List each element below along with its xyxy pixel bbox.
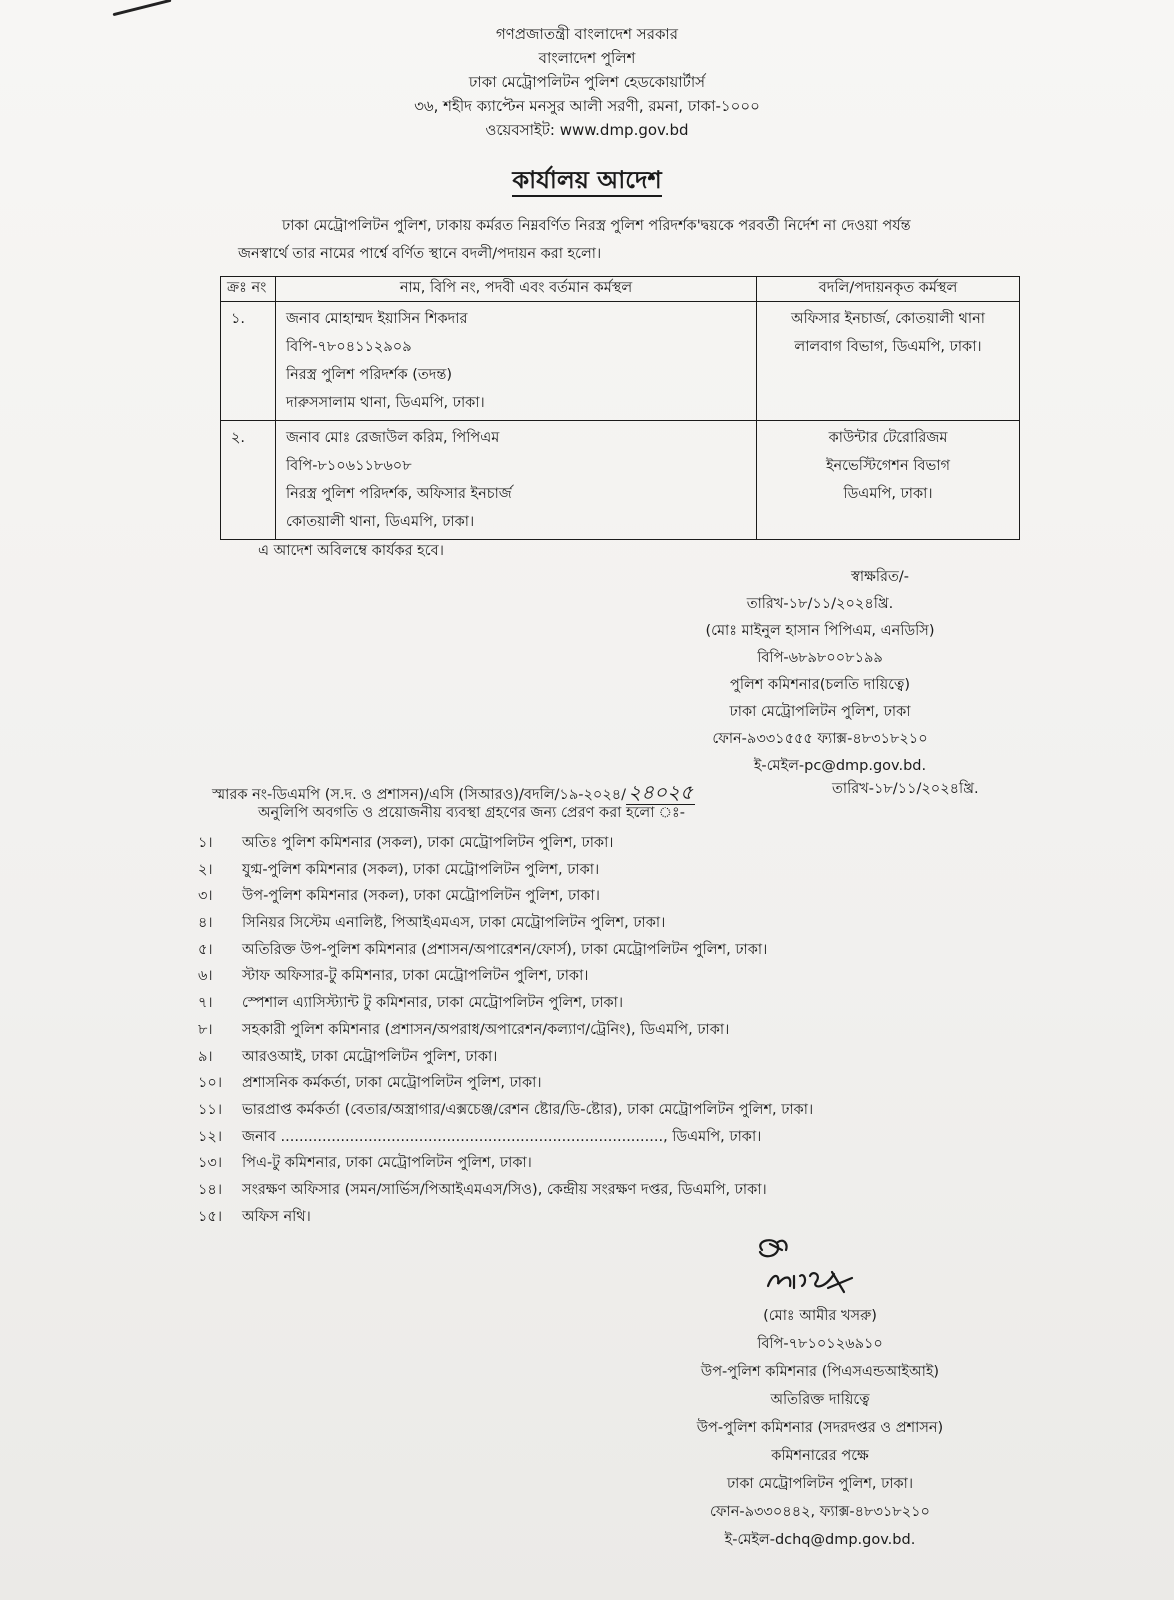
list-item [198,1097,813,1124]
list-item [198,1177,813,1204]
list-item-text: স্টাফ অফিসার-টু কমিশনার, ঢাকা মেট্রোপলিটন পুলিশ, ঢাকা। [242,968,589,985]
list-item-text: ভারপ্রাপ্ত কর্মকর্তা (বেতার/অস্ত্রাগার/এক্সচেঞ্জ/রেশন ষ্টোর/ডি-ষ্টোর), ঢাকা মেট্রোপলিটন পুলিশ, ঢাকা। [242,1101,814,1118]
list-item-text: সিনিয়র সিস্টেম এনালিষ্ট, পিআইএমএস, ঢাকা মেট্রোপলিটন পুলিশ, ঢাকা। [242,915,666,932]
list-item-number: ১২। [198,1128,223,1145]
list-item-number: ৭। [198,995,213,1012]
list-item-number: ১৫। [198,1208,223,1225]
officer-current-posting: কোতয়ালী থানা, ডিএমপি, ঢাকা। [286,514,475,530]
intro-paragraph [240,212,1020,268]
effective-statement: এ আদেশ অবিলম্বে কার্যকর হবে। [258,543,444,559]
list-item-number: ৬। [198,968,213,985]
list-item [198,1017,813,1044]
list-item [198,1150,813,1177]
signatory-title: উপ-পুলিশ কমিশনার (সদরদপ্তর ও প্রশাসন) [696,1420,944,1436]
list-item-text: অফিস নথি। [242,1208,311,1225]
signatory-title: পুলিশ কমিশনার(চলতি দায়িত্বে) [730,677,910,693]
list-item-text: পিএ-টু কমিশনার, ঢাকা মেট্রোপলিটন পুলিশ, ঢাকা। [242,1155,532,1172]
list-item-text: সংরক্ষণ অফিসার (সমন/সার্ভিস/পিআইএমএস/সিও), কেন্দ্রীয় সংরক্ষণ দপ্তর, ডিএমপি, ঢাকা। [242,1181,767,1198]
transfer-table [220,276,1020,540]
letterhead-dmp-hq: ঢাকা মেট্রোপলিটন পুলিশ হেডকোয়ার্টার্স [468,73,706,91]
list-item [198,963,813,990]
deputy-commissioner-signature-block [540,1302,1100,1554]
list-item-number: ১৪। [198,1181,223,1198]
signatory-org: ঢাকা মেট্রোপলিটন পুলিশ, ঢাকা [729,704,911,720]
officer-designation: নিরস্ত্র পুলিশ পরিদর্শক (তদন্ত) [286,367,453,383]
list-item-number: ২। [198,861,213,878]
officer-name: জনাব মোহাম্মদ ইয়াসিন শিকদার [286,311,468,327]
list-item-text: জনাব ..................................................................................., ডিএমপি, ঢাকা। [242,1128,762,1145]
header-new-posting: বদলি/পদায়নকৃত কর্মস্থল [757,277,1020,302]
signatory-on-behalf: কমিশনারের পক্ষে [771,1448,869,1464]
signatory-phone: ফোন-৯৩৩১৫৫৫ ফ্যাক্স-৪৮৩১৮২১০ [712,731,928,747]
list-item-text: সহকারী পুলিশ কমিশনার (প্রশাসন/অপরাধ/অপারেশন/কল্যাণ/ট্রেনিং), ডিএমপি, ঢাকা। [242,1021,730,1038]
list-item-text: অতিঃ পুলিশ কমিশনার (সকল), ঢাকা মেট্রোপলিটন পুলিশ, ঢাকা। [242,835,614,851]
list-item-number: ১৩। [198,1155,223,1172]
new-posting-line: ডিএমপি, ঢাকা। [843,486,933,502]
copy-intro: অনুলিপি অবগতি ও প্রয়োজনীয় ব্যবস্থা গ্রহণের জন্য প্রেরণ করা হলো ঃ- [258,805,685,821]
list-item-text: উপ-পুলিশ কমিশনার (সকল), ঢাকা মেট্রোপলিটন পুলিশ, ঢাকা। [242,888,600,905]
list-item-number: ৮। [198,1021,213,1038]
signatory-org: ঢাকা মেট্রোপলিটন পুলিশ, ঢাকা। [726,1476,914,1492]
list-item [198,883,813,910]
memo-number-prefix: স্মারক নং-ডিএমপি (স.দ. ও প্রশাসন)/এসি (সিআরও)/বদলি/১৯-২০২৪/ [212,787,627,803]
list-item [198,1044,813,1071]
signatory-email: ই-মেইল-dchq@dmp.gov.bd. [724,1532,916,1548]
officer-designation: নিরস্ত্র পুলিশ পরিদর্শক, অফিসার ইনচার্জ [286,486,512,502]
table-row [221,302,1020,421]
signatory-email: ই-মেইল-pc@dmp.gov.bd. [753,758,927,774]
row-new-posting [757,421,1020,540]
signatory-title: উপ-পুলিশ কমিশনার (পিএসএন্ডআইআই) [700,1364,940,1380]
officer-bp: বিপি-৮১০৬১১৮৬০৮ [286,458,412,474]
list-item-text: প্রশাসনিক কর্মকর্তা, ঢাকা মেট্রোপলিটন পুলিশ, ঢাকা। [242,1075,542,1092]
letterhead-address: ৩৬, শহীদ ক্যাপ্টেন মনসুর আলী সরণী, রমনা, ঢাকা-১০০০ [414,97,760,115]
row-details [276,421,757,540]
intro-line-2: জনস্বার্থে তার নামের পার্শ্বে বর্ণিত স্থানে বদলী/পদায়ন করা হলো। [238,246,602,262]
table-header-row [221,277,1020,302]
officer-bp: বিপি-৭৮০৪১১২৯০৯ [286,339,412,355]
document-title: কার্যালয় আদেশ [0,162,1174,202]
signed-date: তারিখ-১৮/১১/২০২৪খ্রি. [746,596,894,612]
list-item-number: ৫। [198,941,213,958]
intro-line-1: ঢাকা মেট্রোপলিটন পুলিশ, ঢাকায় কর্মরত নিম্নবর্ণিত নিরস্ত্র পুলিশ পরিদর্শক'দ্বয়কে পরবর্তী নির্দেশ না দেওয়া পর্যন্ত [282,218,911,234]
new-posting-line: ইনভেস্টিগেশন বিভাগ [825,458,951,474]
header-serial: ক্রঃ নং [221,277,276,302]
list-item [198,1070,813,1097]
list-item-number: ৩। [198,888,213,905]
list-item [198,857,813,884]
new-posting-line: কাউন্টার টেরোরিজম [828,430,948,446]
header-name-details: নাম, বিপি নং, পদবী এবং বর্তমান কর্মস্থল [276,277,757,302]
row-serial: ১. [221,302,276,421]
pen-mark [113,0,172,16]
list-item [198,1124,813,1151]
letterhead-government: গণপ্রজাতন্ত্রী বাংলাদেশ সরকার [495,25,679,43]
list-item-number: ১১। [198,1101,223,1118]
new-posting-line: লালবাগ বিভাগ, ডিএমপি, ঢাকা। [794,339,982,355]
list-item-number: ১০। [198,1075,223,1092]
new-posting-line: অফিসার ইনচার্জ, কোতয়ালী থানা [791,311,985,327]
list-item [198,910,813,937]
row-serial: ২. [221,421,276,540]
commissioner-signature-block [560,564,1080,780]
letterhead-police: বাংলাদেশ পুলিশ [538,49,636,67]
letterhead-website: ওয়েবসাইট: www.dmp.gov.bd [485,121,689,139]
list-item-number: ১। [198,835,213,851]
list-item-text: যুগ্ম-পুলিশ কমিশনার (সকল), ঢাকা মেট্রোপলিটন পুলিশ, ঢাকা। [242,861,600,878]
memo-handwritten-number: ২৪০২৫ [628,780,694,804]
table-row [221,421,1020,540]
signatory-name: (মোঃ মাইনুল হাসান পিপিএম, এনডিসি) [705,623,935,639]
memo-date: তারিখ-১৮/১১/২০২৪খ্রি. [832,781,979,797]
list-item-text: অতিরিক্ত উপ-পুলিশ কমিশনার (প্রশাসন/অপারেশন/ফোর্স), ঢাকা মেট্রোপলিটন পুলিশ, ঢাকা। [242,941,768,958]
list-item [198,1204,813,1231]
signatory-additional-charge: অতিরিক্ত দায়িত্বে [770,1392,870,1408]
list-item-number: ৪। [198,915,213,932]
list-item-text: আরওআই, ঢাকা মেট্রোপলিটন পুলিশ, ঢাকা। [242,1048,498,1065]
list-item [198,830,813,857]
signatory-name: (মোঃ আমীর খসরু) [763,1308,877,1324]
list-item-number: ৯। [198,1048,213,1065]
list-item [198,990,813,1017]
officer-current-posting: দারুসসালাম থানা, ডিএমপি, ঢাকা। [286,395,485,411]
row-new-posting [757,302,1020,421]
handwritten-signature [748,1236,868,1300]
signed-note: স্বাক্ষরিত/- [851,569,909,585]
signatory-bp: বিপি-৭৮১০১২৬৯১০ [757,1336,883,1352]
signatory-bp: বিপি-৬৮৯৮০০৮১৯৯ [757,650,883,666]
list-item-text: স্পেশাল এ্যাসিস্ট্যান্ট টু কমিশনার, ঢাকা মেট্রোপলিটন পুলিশ, ঢাকা। [242,995,624,1012]
list-item [198,937,813,964]
copy-list [198,830,813,1230]
row-details [276,302,757,421]
signatory-phone: ফোন-৯৩৩০৪৪২, ফ্যাক্স-৪৮৩১৮২১০ [710,1504,930,1520]
officer-name: জনাব মোঃ রেজাউল করিম, পিপিএম [286,430,500,446]
letterhead [0,22,1174,142]
